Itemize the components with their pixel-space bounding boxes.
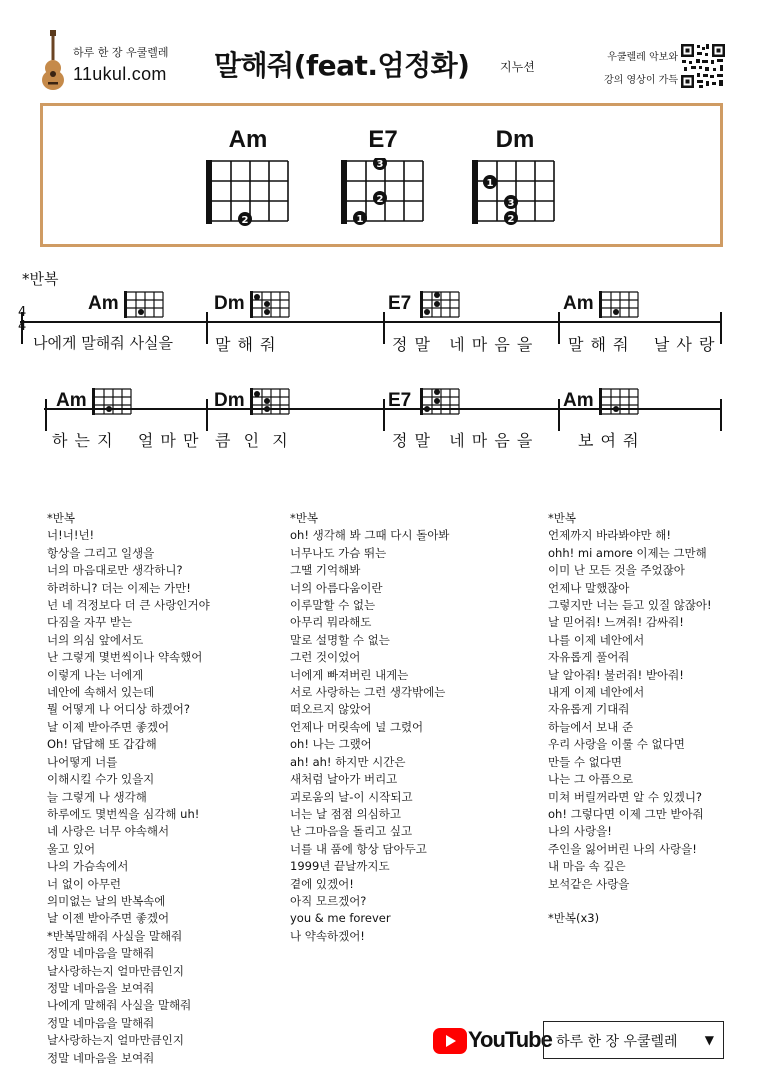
lyric-line: ah! ah! 하지만 시간은 — [290, 754, 406, 769]
lyric-line: 나에게 말해줘 사실을 말해줘 — [47, 998, 192, 1013]
lyric-line: 아직 모르겠어? — [290, 893, 367, 908]
lyric-line: 우리 사랑을 이룰 수 없다면 — [548, 737, 685, 752]
sheet-lyric: 정 말 네 마 음 을 — [392, 431, 534, 450]
lyrics-column-1 — [47, 510, 210, 1067]
lyric-line: 날사랑하는지 얼마만큼인지 — [47, 1033, 184, 1048]
mini-chord-am — [599, 388, 639, 416]
time-signature — [18, 306, 26, 334]
lyric-line: 1999년 끝날까지도 — [290, 859, 390, 874]
lyric-line: 하루에도 몇번씩을 심각해 uh! — [47, 806, 200, 821]
chord-name: E7 — [368, 126, 398, 153]
svg-text:3: 3 — [376, 159, 384, 170]
lyric-line: 이해시킬 수가 있을지 — [47, 772, 155, 787]
svg-text:2: 2 — [376, 194, 384, 205]
lyric-line: 언제나 머릿속에 널 그렸어 — [290, 719, 424, 734]
lyric-line: 너무나도 가슴 뛰는 — [290, 545, 387, 560]
lyric-line: 그렇지만 너는 듣고 있질 않잖아! — [548, 598, 712, 613]
lyric-line: 나를 이제 네안에서 — [548, 632, 645, 647]
lyric-line: 서로 사랑하는 그런 생각밖에는 — [290, 685, 446, 700]
lyric-line: 정말 네마음을 말해줘 — [47, 946, 155, 961]
lyric-line: 그땔 기억해봐 — [290, 563, 361, 578]
lyric-line: 나 약속하겠어! — [290, 928, 365, 943]
lyric-line: 언제까지 바라봐야만 해! — [548, 528, 672, 543]
lyric-line: Oh! 답답해 또 갑갑해 — [47, 737, 157, 752]
lyric-line: 늘 그렇게 나 생각해 — [47, 789, 147, 804]
lyric-line: 언제나 말했잖아 — [548, 580, 630, 595]
lyric-line: 아무리 뭐라해도 — [290, 615, 372, 630]
lyric-line: 나어떻게 너를 — [47, 754, 118, 769]
lyric-line: 보석같은 사랑을 — [548, 876, 630, 891]
lyric-line: 너의 아름다움이란 — [290, 580, 383, 595]
mini-chord-am — [599, 291, 639, 319]
lyric-line: 새처럼 날아가 버리고 — [290, 772, 398, 787]
lyric-line: 난 그렇게 몇번씩이나 약속했어 — [47, 650, 203, 665]
mini-chord-dm — [250, 291, 290, 319]
lyric-line: *반복(x3) — [548, 911, 600, 926]
lyric-line: 날 이제 받아주면 좋겠어 — [47, 719, 170, 734]
sheet-chord-label: Dm — [214, 390, 245, 411]
lyric-line: 너를 내 품에 항상 담아두고 — [290, 841, 427, 856]
sheet-chord-label: Am — [56, 390, 87, 411]
sheet-chord-label: Am — [563, 293, 594, 314]
lyric-line: 내게 이제 네안에서 — [548, 685, 645, 700]
song-title: 말해줘(feat.엄정화) — [214, 49, 470, 82]
lyric-line: 넌 네 걱정보다 더 큰 사랑인거야 — [47, 598, 210, 613]
lyric-line: 의미없는 날의 반복속에 — [47, 893, 166, 908]
lyric-line: 정말 네마음을 말해줘 — [47, 1015, 155, 1030]
lyric-line: *반복 — [548, 511, 576, 525]
lyric-line — [548, 893, 712, 910]
time-signature-top: 4 — [18, 305, 27, 320]
lyric-line: 미쳐 버릴꺼라면 알 수 있겠니? — [548, 789, 703, 804]
youtube-play-icon[interactable] — [433, 1028, 467, 1054]
ukulele-icon — [40, 30, 66, 90]
repeat-mark: *반복 — [22, 270, 59, 288]
chord-diagram-dm — [470, 158, 560, 230]
chord-diagram-e7 — [339, 158, 429, 230]
lyric-line: 자유롭게 기대줘 — [548, 702, 630, 717]
mini-chord-e7 — [420, 388, 460, 416]
lyric-line: 떠오르지 않았어 — [290, 702, 372, 717]
lyric-line: 곁에 있겠어! — [290, 876, 354, 891]
lyric-line: 날 이젠 받아주면 좋겠어 — [47, 911, 170, 926]
lyric-line: 날 믿어줘! 느껴줘! 감싸줘! — [548, 615, 684, 630]
lyric-line: 다짐을 자꾸 받는 — [47, 615, 133, 630]
promo-line: 강의 영상이 가득 — [604, 75, 678, 86]
svg-text:1: 1 — [486, 178, 494, 189]
chord-name: Dm — [495, 126, 535, 153]
time-signature-bottom: 4 — [18, 319, 27, 334]
youtube-wordmark[interactable]: YouTube — [468, 1027, 552, 1052]
lyric-line: 이렇게 나는 너에게 — [47, 667, 144, 682]
lyric-line: 네안에 속해서 있는데 — [47, 685, 155, 700]
promo-line: 우쿨렐레 악보와 — [607, 52, 678, 63]
song-artist: 지누션 — [500, 60, 535, 74]
lyric-line: oh! 생각해 봐 그때 다시 돌아봐 — [290, 528, 450, 543]
lyric-line: oh! 그렇다면 이제 그만 받아줘 — [548, 806, 704, 821]
chord-name: Am — [228, 126, 268, 153]
lyrics-column-3 — [548, 510, 712, 928]
sheet-chord-label: Am — [563, 390, 594, 411]
chevron-down-icon: ▼ — [704, 1033, 714, 1047]
chord-diagram-am — [204, 158, 294, 230]
lyric-line: 네 사랑은 너무 야속해서 — [47, 824, 170, 839]
channel-select-value: 하루 한 장 우쿨렐레 — [556, 1034, 678, 1050]
lyric-line: 이미 난 모든 것을 주었잖아 — [548, 563, 685, 578]
sheet-chord-label: E7 — [388, 293, 412, 314]
sheet-chord-label: Dm — [214, 293, 245, 314]
sheet-lyric: 정 말 네 마 음 을 — [392, 335, 534, 354]
sheet-chord-label: E7 — [388, 390, 412, 411]
lyric-line: 주인을 잃어버린 나의 사랑을! — [548, 841, 697, 856]
lyric-line: 괴로움의 날-이 시작되고 — [290, 789, 413, 804]
channel-select[interactable] — [543, 1021, 724, 1059]
svg-text:3: 3 — [507, 198, 515, 209]
sheet-lyric: 나에게 말해줘 사실을 — [33, 334, 173, 352]
mini-chord-am — [124, 291, 164, 319]
brand-site[interactable]: 11ukul.com — [73, 64, 167, 84]
lyric-line: 너의 마음대로만 생각하니? — [47, 563, 183, 578]
svg-text:2: 2 — [507, 214, 515, 225]
svg-text:1: 1 — [356, 214, 364, 225]
lyric-line: 나는 그 아픔으로 — [548, 772, 634, 787]
lyric-line: ohh! mi amore 이제는 그만해 — [548, 545, 707, 560]
lyric-line: *반복 — [47, 511, 75, 525]
lyric-line: 항상을 그리고 일생을 — [47, 545, 155, 560]
lyric-line: 너의 의심 앞에서도 — [47, 632, 144, 647]
promo-text — [578, 46, 678, 92]
lyric-line: 날사랑하는지 얼마만큼인지 — [47, 963, 184, 978]
lyric-line: 나의 가슴속에서 — [47, 859, 129, 874]
lyrics-column-2 — [290, 510, 449, 945]
mini-chord-e7 — [420, 291, 460, 319]
sheet-lyric: 하 는 지 얼 마 만 — [52, 431, 200, 450]
mini-chord-dm — [250, 388, 290, 416]
lyric-line: 너!너!넌! — [47, 528, 95, 543]
lyric-line: *반복 — [290, 511, 318, 525]
lyric-line: 난 그마음을 돌리고 싶고 — [290, 824, 413, 839]
lyric-line: 그런 것이었어 — [290, 650, 361, 665]
sheet-lyric: 큼 인 지 — [215, 431, 289, 450]
lyric-line: 말로 설명할 수 없는 — [290, 632, 390, 647]
sheet-lyric: 보 여 줘 — [578, 431, 640, 450]
lyric-line: 내 마음 속 깊은 — [548, 859, 626, 874]
lyric-line: *반복말해줘 사실을 말해줘 — [47, 928, 183, 943]
brand — [40, 30, 180, 90]
lyric-line: 이루말할 수 없는 — [290, 598, 376, 613]
sheet-chord-label: Am — [88, 293, 119, 314]
lyric-line: 정말 네마음을 보여줘 — [47, 980, 155, 995]
lyric-line: 너는 날 점점 의심하고 — [290, 806, 401, 821]
lyric-line: 울고 있어 — [47, 841, 96, 856]
lyric-line: 너 없이 아무런 — [47, 876, 121, 891]
lyric-line: 뭘 어떻게 나 어디상 하겠어? — [47, 702, 190, 717]
lyric-line: 만들 수 없다면 — [548, 754, 622, 769]
lyric-line: you & me forever — [290, 911, 391, 926]
qr-code-icon[interactable] — [680, 43, 726, 89]
svg-text:2: 2 — [241, 215, 249, 226]
mini-chord-am — [92, 388, 132, 416]
lyric-line: oh! 나는 그랬어 — [290, 737, 372, 752]
lyric-line: 정말 네마음을 보여줘 — [47, 1050, 155, 1065]
sheet-lyric: 말 해 줘 날 사 랑 — [568, 335, 716, 354]
brand-subtitle: 하루 한 장 우쿨렐레 — [73, 46, 169, 59]
lyric-line: 하늘에서 보내 준 — [548, 719, 634, 734]
lyric-line: 하려하니? 더는 이제는 가만! — [47, 580, 191, 595]
lyric-line: 나의 사랑을! — [548, 824, 612, 839]
sheet-lyric: 말 해 줘 — [215, 335, 277, 354]
lyric-line: 날 알아줘! 불러줘! 받아줘! — [548, 667, 684, 682]
lyric-line: 너에게 빠져버린 내게는 — [290, 667, 409, 682]
lyric-line: 자유롭게 풀어줘 — [548, 650, 630, 665]
